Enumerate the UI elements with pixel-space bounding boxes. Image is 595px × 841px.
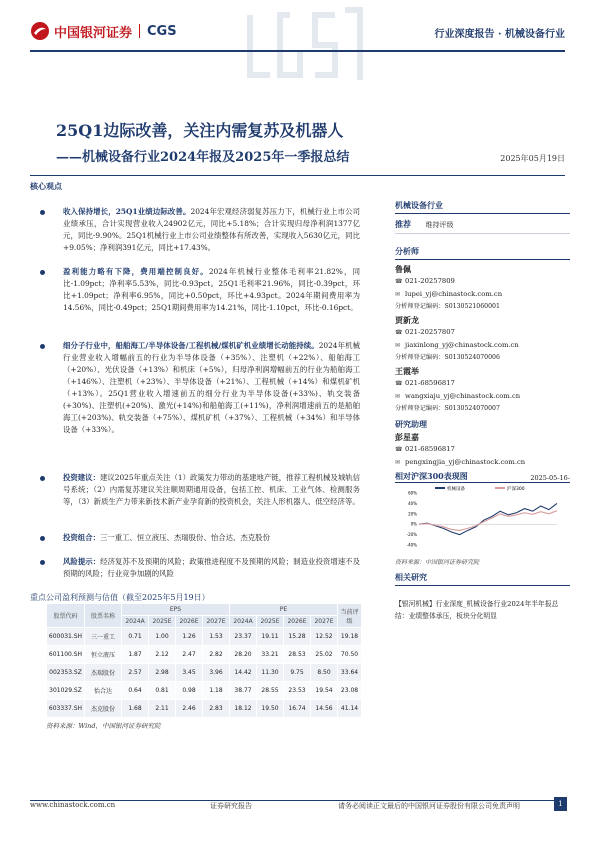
footer-disclaimer: 请务必阅读正文最后的中国银河证券股份有限公司免责声明 — [338, 802, 520, 810]
pe-cell: 28.55 — [257, 682, 284, 700]
last-cell: 23.08 — [338, 682, 362, 700]
analyst-list — [395, 264, 570, 415]
bullet-dot-icon — [40, 270, 45, 275]
stock-code-cell: 301029.SZ — [47, 682, 85, 700]
logo-text-cn: 中国银河证券 — [54, 25, 133, 41]
header-code: 股票代码 — [47, 604, 85, 628]
phone-icon: ☎ — [395, 380, 403, 387]
table-title: 重点公司盈利预测与估值（截至2025年5月19日） — [30, 593, 210, 602]
header-year: 2026E — [284, 616, 311, 628]
eps-cell: 3.96 — [203, 664, 230, 682]
eps-cell: 2.47 — [176, 646, 203, 664]
bullet-text: 2024年机械行业整体毛利率21.82%，同比-1.09pct；净利率5.53%，同比-0.93pct。25Q1毛利率21.96%，同比-0.39pct，环比+1.09pct；净利率6.95%，同比+0.50pct，环比+4.93pct。2024年期间费用率为14.56%，同比-0.49pct；25Q1期间费用率为14.21%，同比-1.10pct，环比-0.16pct。 — [63, 267, 360, 312]
phone-text: 021-20257809 — [405, 277, 455, 285]
analyst-cert: 分析师登记编码：S0130521060001 — [395, 303, 500, 310]
table-row — [47, 664, 362, 682]
chart-date: 2025-05-16- — [530, 474, 570, 482]
bullet-heading: 细分子行业中，船舶海工/半导体设备/工程机械/煤机矿机业绩增长动能持续。 — [63, 341, 319, 350]
table-row — [47, 682, 362, 700]
phone-icon: ☎ — [395, 446, 403, 453]
pe-cell: 12.52 — [311, 628, 338, 646]
watermark-graphic — [245, 5, 365, 85]
stock-code-cell: 601100.SH — [47, 646, 85, 664]
header-rating: 当前评级 — [338, 604, 362, 628]
table-source: 资料来源：Wind，中国银河证券研究院 — [46, 722, 161, 730]
assistant-email[interactable] — [395, 456, 570, 469]
pe-cell: 19.11 — [257, 628, 284, 646]
email-text[interactable]: wangxiaju_yj@chinastock.com.cn — [405, 392, 521, 400]
bullet-portfolio — [40, 532, 360, 544]
bullet-dot-icon — [40, 536, 45, 541]
email-text[interactable]: pengxingjia_yj@chinastock.com.cn — [405, 458, 526, 466]
pe-cell: 28.20 — [230, 646, 257, 664]
pe-cell: 18.12 — [230, 700, 257, 718]
header-year: 2025E — [149, 616, 176, 628]
legend-label: 机械设备 — [447, 487, 465, 492]
phone-icon: ☎ — [395, 329, 403, 336]
pe-cell: 14.56 — [311, 700, 338, 718]
analyst-phone — [395, 377, 570, 390]
header-year: 2027E — [203, 616, 230, 628]
table-body — [47, 628, 362, 718]
analyst-name: 鲁佩 — [395, 264, 411, 274]
pe-cell: 15.28 — [284, 628, 311, 646]
header-eps: EPS — [122, 604, 230, 616]
pe-cell: 16.74 — [284, 700, 311, 718]
stock-name-cell: 杰克股份 — [85, 700, 122, 718]
bullet-subindustry — [40, 340, 360, 436]
logo-mark-icon — [30, 21, 50, 41]
eps-cell: 0.98 — [176, 682, 203, 700]
email-icon: ✉ — [395, 459, 401, 466]
header-year: 2027E — [311, 616, 338, 628]
last-cell: 70.50 — [338, 646, 362, 664]
phone-text: 021-68596817 — [405, 445, 455, 453]
analyst-cert: 分析师登记编码：S0130524070007 — [395, 405, 500, 412]
analyst-name: 贾新龙 — [395, 315, 419, 325]
eps-cell: 2.11 — [149, 700, 176, 718]
analyst-cert: 分析师登记编码：S0130524070006 — [395, 354, 500, 361]
valuation-table — [46, 603, 362, 718]
eps-cell: 1.18 — [203, 682, 230, 700]
y-tick-label: -40% — [406, 542, 417, 548]
footer-center: 证券研究报告 — [210, 802, 252, 810]
pe-cell: 25.02 — [311, 646, 338, 664]
eps-cell: 1.87 — [122, 646, 149, 664]
title-divider — [30, 175, 565, 176]
related-research-link[interactable]: 【银河机械】行业深度_机械设备行业2024年半年报总结：业绩整体承压，板块分化明显 — [395, 600, 559, 620]
chart-heading: 相对沪深300表现图 — [395, 471, 468, 481]
analyst-block — [395, 264, 570, 313]
bullet-text: 2024年机械行业营业收入增幅前五的行业为半导体设备（+35%）、注塑机（+22%）、船舶海工（+20%）、光伏设备（+13%）和机床（+5%），归母净利润增幅前五的行业为船舶海工（+146%）、注塑机（+23%）、半导体设备（+21%）、工程机械（+14%）和煤机矿机（+13%）。25Q1营业收入增速前五的细分行业为半导体设备(+33%)、轨交装备(+30%)、注塑机(+20%)、激光(+14%)和船舶海工(+11%)，净利润增速前五的是船舶海工(+203%)、轨交装备（+75%）、煤机矿机（+37%）、工程机械（+34%）和半导体设备（+33%）。 — [63, 341, 360, 434]
y-tick-label: 0% — [410, 521, 417, 527]
logo-text-en: CGS — [147, 23, 177, 39]
bullet-dot-icon — [40, 344, 45, 349]
eps-cell: 0.64 — [122, 682, 149, 700]
y-tick-label: -20% — [406, 532, 417, 538]
bullet-heading: 盈利能力略有下降，费用端控制良好。 — [63, 267, 209, 276]
eps-cell: 2.98 — [149, 664, 176, 682]
analyst-email[interactable] — [395, 339, 570, 352]
stock-name-cell: 杰瑞股份 — [85, 664, 122, 682]
bullet-dot-icon — [40, 560, 45, 565]
y-tick-label: 40% — [408, 500, 417, 506]
bullet-dot-icon — [40, 476, 45, 481]
report-subtitle: ——机械设备行业2024年报及2025年一季报总结 — [56, 150, 350, 165]
report-category: 行业深度报告 · 机械设备行业 — [434, 29, 565, 40]
stock-code-cell: 603337.SH — [47, 700, 85, 718]
last-cell: 41.14 — [338, 700, 362, 718]
header-year: 2024A — [230, 616, 257, 628]
related-heading: 相关研究 — [395, 572, 570, 586]
phone-icon: ☎ — [395, 278, 403, 285]
legend-label: 沪深300 — [507, 487, 525, 492]
bullet-investment-advice — [40, 472, 360, 508]
bullet-heading: 投资建议： — [63, 473, 100, 482]
relative-performance-chart — [395, 483, 565, 553]
stock-code-cell: 600031.SH — [47, 628, 85, 646]
bullet-dot-icon — [40, 210, 45, 215]
email-icon: ✉ — [395, 291, 401, 298]
rating-value: 维持评级 — [425, 221, 454, 229]
stock-name-cell: 怡合达 — [85, 682, 122, 700]
eps-cell: 1.53 — [203, 628, 230, 646]
industry-heading: 机械设备行业 — [395, 200, 570, 214]
eps-cell: 2.46 — [176, 700, 203, 718]
pe-cell: 8.50 — [311, 664, 338, 682]
pe-cell: 19.50 — [257, 700, 284, 718]
header-name: 股票名称 — [85, 604, 122, 628]
bullet-text: 三一重工、恒立液压、杰瑞股份、怡合达、杰克股份 — [99, 533, 270, 542]
table-row — [47, 646, 362, 664]
header-year: 2025E — [257, 616, 284, 628]
assistant-name: 彭星嘉 — [395, 432, 419, 442]
assistant-phone — [395, 443, 570, 456]
eps-cell: 0.71 — [122, 628, 149, 646]
bullet-text: 建议2025年重点关注（1）政策发力带动的基建地产链，推荐工程机械及城轨信号系统；（2）内需复苏建议关注顺周期通用设备，包括工控、机床、工业气体、检测服务等，（3）新质生产力带来新技术新产业孕育新的投资机会，关注人形机器人、低空经济等。 — [63, 473, 360, 506]
eps-cell: 0.81 — [149, 682, 176, 700]
assistant-block — [395, 432, 570, 469]
analyst-email[interactable] — [395, 288, 570, 301]
analyst-heading: 分析师 — [395, 246, 570, 260]
bullet-text: 2024年宏观经济弱复苏压力下，机械行业上市公司业绩承压，合计实现营业收入24902亿元，同比+5.18%；合计实现归母净利润1377亿元，同比-9.90%。25Q1机械行业上市公司业绩整体有所改善，实现收入5630亿元，同比+9.05%；净利润391亿元，同比+17.43%。 — [63, 207, 360, 252]
page-number: 1 — [554, 797, 567, 811]
sidebar — [395, 200, 570, 622]
pe-cell: 33.21 — [257, 646, 284, 664]
header-year: 2026E — [176, 616, 203, 628]
analyst-email[interactable] — [395, 390, 570, 403]
assistant-heading: 研究助理 — [395, 419, 427, 429]
table-row — [47, 700, 362, 718]
email-text[interactable]: lupei_yj@chinastock.com.cn — [405, 290, 503, 298]
eps-cell: 1.26 — [176, 628, 203, 646]
eps-cell: 2.82 — [203, 646, 230, 664]
pe-cell: 23.37 — [230, 628, 257, 646]
table-row — [47, 628, 362, 646]
chart-heading-row — [395, 471, 570, 483]
pe-cell: 19.54 — [311, 682, 338, 700]
y-tick-label: 20% — [408, 511, 417, 517]
eps-cell: 1.00 — [149, 628, 176, 646]
analyst-phone — [395, 275, 570, 288]
eps-cell: 2.12 — [149, 646, 176, 664]
report-title: 25Q1边际改善，关注内需复苏及机器人 — [56, 121, 344, 140]
pe-cell: 14.42 — [230, 664, 257, 682]
stock-code-cell: 002353.SZ — [47, 664, 85, 682]
y-tick-label: 60% — [408, 490, 417, 496]
bullet-risk — [40, 556, 360, 580]
eps-cell: 1.68 — [122, 700, 149, 718]
pe-cell: 11.30 — [257, 664, 284, 682]
footer-website[interactable]: www.chinastock.com.cn — [30, 801, 116, 809]
series-line — [419, 503, 557, 534]
eps-cell: 2.57 — [122, 664, 149, 682]
bullet-heading: 投资组合： — [63, 533, 100, 542]
core-view-label: 核心观点 — [30, 181, 62, 191]
pe-cell: 23.53 — [284, 682, 311, 700]
analyst-name: 王霞举 — [395, 366, 419, 376]
bullet-heading: 风险提示： — [63, 557, 101, 566]
header-year: 2024A — [122, 616, 149, 628]
stock-name-cell: 恒立液压 — [85, 646, 122, 664]
last-cell: 33.64 — [338, 664, 362, 682]
pe-cell: 28.53 — [284, 646, 311, 664]
bullet-revenue — [40, 206, 360, 254]
last-cell: 19.18 — [338, 628, 362, 646]
phone-text: 021-68596817 — [405, 379, 455, 387]
pe-cell: 38.77 — [230, 682, 257, 700]
rating-label: 推荐 — [395, 219, 411, 229]
bullet-heading: 收入保持增长，25Q1业绩边际改善。 — [63, 207, 191, 216]
email-icon: ✉ — [395, 342, 401, 349]
analyst-block — [395, 315, 570, 364]
pe-cell: 9.75 — [284, 664, 311, 682]
company-logo — [30, 20, 200, 42]
analyst-phone — [395, 326, 570, 339]
stock-name-cell: 三一重工 — [85, 628, 122, 646]
email-icon: ✉ — [395, 393, 401, 400]
chart-source: 资料来源：中国银河证券研究院 — [395, 559, 480, 566]
phone-text: 021-20257807 — [405, 328, 455, 336]
analyst-block — [395, 366, 570, 415]
bullet-text: 经济复苏不及预期的风险；政策推进程度不及预期的风险；制造业投资增速不及预期的风险；行业竞争加剧的风险 — [63, 557, 360, 578]
header-divider — [30, 50, 565, 52]
bullet-profitability — [40, 266, 360, 314]
rating-row — [395, 219, 570, 234]
header-pe: PE — [230, 604, 338, 616]
eps-cell: 2.83 — [203, 700, 230, 718]
logo-divider — [139, 24, 140, 38]
eps-cell: 3.45 — [176, 664, 203, 682]
email-text[interactable]: jiaxinlong_yj@chinastock.com.cn — [405, 341, 519, 349]
publish-date: 2025年05月19日 — [500, 154, 565, 163]
